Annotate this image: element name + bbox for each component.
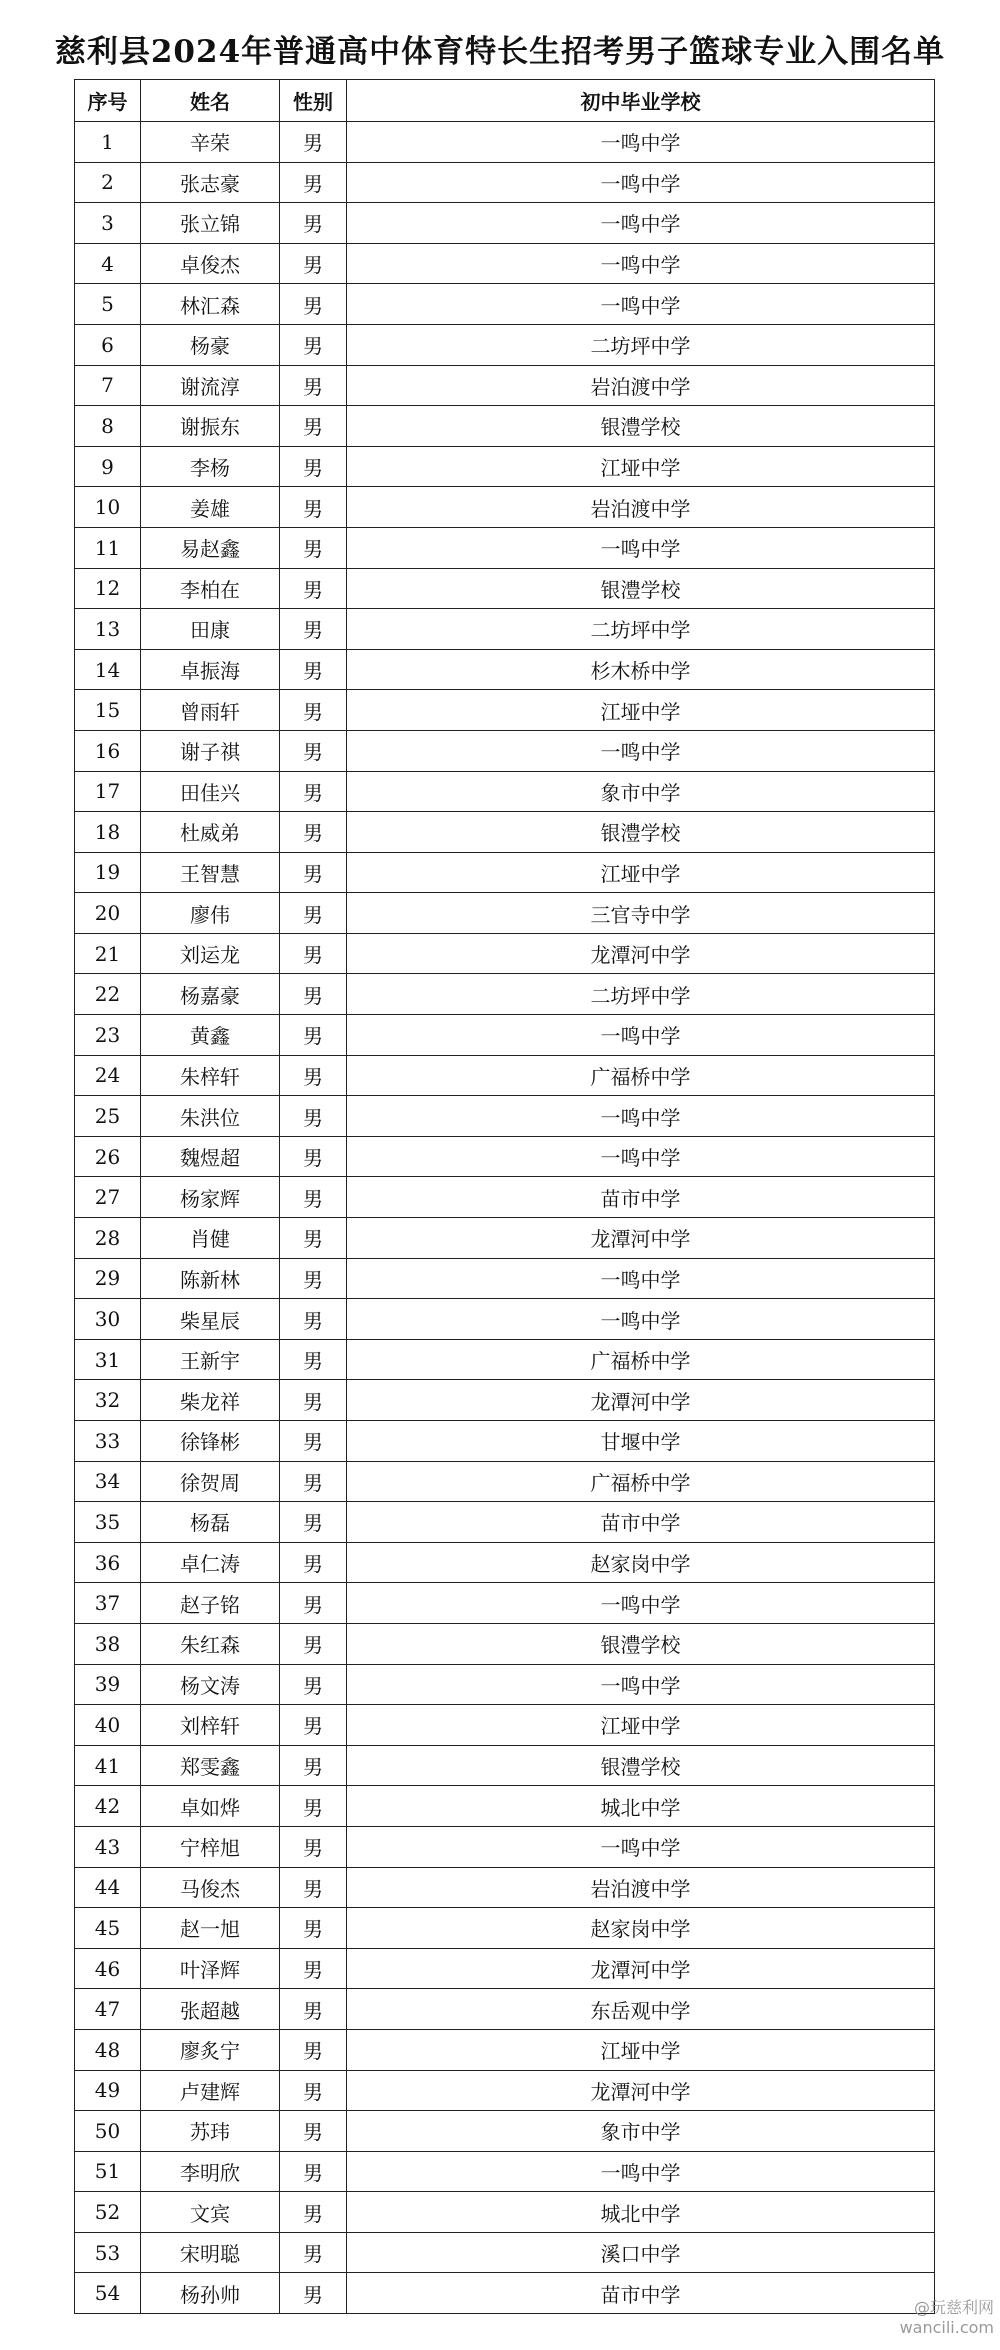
cell-school: 一鸣中学 <box>347 203 935 244</box>
cell-name: 张志豪 <box>141 162 280 203</box>
cell-index: 17 <box>75 771 141 812</box>
cell-name: 杨家辉 <box>141 1177 280 1218</box>
cell-gender: 男 <box>280 568 347 609</box>
cell-gender: 男 <box>280 690 347 731</box>
cell-name: 肖健 <box>141 1218 280 1259</box>
cell-name: 卢建辉 <box>141 2070 280 2111</box>
cell-name: 廖炙宁 <box>141 2029 280 2070</box>
cell-name: 宁梓旭 <box>141 1826 280 1867</box>
table-row <box>75 365 935 406</box>
table-row <box>75 649 935 690</box>
roster-table <box>74 79 935 2314</box>
table-row <box>75 122 935 163</box>
cell-gender: 男 <box>280 1664 347 1705</box>
cell-name: 苏玮 <box>141 2111 280 2152</box>
table-row <box>75 1583 935 1624</box>
cell-gender: 男 <box>280 446 347 487</box>
cell-school: 一鸣中学 <box>347 1015 935 1056</box>
table-row <box>75 609 935 650</box>
cell-name: 廖伟 <box>141 893 280 934</box>
cell-name: 郑雯鑫 <box>141 1745 280 1786</box>
cell-school: 甘堰中学 <box>347 1421 935 1462</box>
cell-gender: 男 <box>280 1380 347 1421</box>
cell-index: 2 <box>75 162 141 203</box>
cell-name: 魏煜超 <box>141 1136 280 1177</box>
cell-gender: 男 <box>280 203 347 244</box>
table-row <box>75 1136 935 1177</box>
cell-gender: 男 <box>280 1583 347 1624</box>
cell-index: 43 <box>75 1826 141 1867</box>
cell-gender: 男 <box>280 1177 347 1218</box>
cell-school: 银澧学校 <box>347 1623 935 1664</box>
table-row <box>75 1421 935 1462</box>
cell-name: 曾雨轩 <box>141 690 280 731</box>
table-row <box>75 852 935 893</box>
cell-name: 谢子祺 <box>141 730 280 771</box>
cell-school: 江垭中学 <box>347 852 935 893</box>
cell-school: 江垭中学 <box>347 2029 935 2070</box>
cell-name: 柴星辰 <box>141 1299 280 1340</box>
cell-gender: 男 <box>280 2070 347 2111</box>
cell-index: 20 <box>75 893 141 934</box>
table-header-row <box>75 80 935 122</box>
cell-school: 一鸣中学 <box>347 1299 935 1340</box>
cell-school: 江垭中学 <box>347 446 935 487</box>
cell-gender: 男 <box>280 1989 347 2030</box>
cell-index: 9 <box>75 446 141 487</box>
cell-school: 一鸣中学 <box>347 1096 935 1137</box>
cell-school: 龙潭河中学 <box>347 1380 935 1421</box>
watermark-site: wancili.com <box>899 2318 994 2337</box>
table-row <box>75 1055 935 1096</box>
cell-gender: 男 <box>280 1299 347 1340</box>
cell-index: 6 <box>75 324 141 365</box>
cell-name: 杨嘉豪 <box>141 974 280 1015</box>
table-row <box>75 812 935 853</box>
cell-index: 3 <box>75 203 141 244</box>
cell-index: 34 <box>75 1461 141 1502</box>
cell-name: 谢流淳 <box>141 365 280 406</box>
cell-school: 一鸣中学 <box>347 122 935 163</box>
cell-gender: 男 <box>280 122 347 163</box>
cell-index: 46 <box>75 1948 141 1989</box>
cell-school: 城北中学 <box>347 1786 935 1827</box>
cell-index: 15 <box>75 690 141 731</box>
table-row <box>75 243 935 284</box>
cell-school: 一鸣中学 <box>347 1258 935 1299</box>
cell-gender: 男 <box>280 812 347 853</box>
cell-name: 柴龙祥 <box>141 1380 280 1421</box>
cell-name: 杜威弟 <box>141 812 280 853</box>
table-row <box>75 1948 935 1989</box>
cell-index: 19 <box>75 852 141 893</box>
cell-school: 一鸣中学 <box>347 1664 935 1705</box>
cell-name: 卓仁涛 <box>141 1542 280 1583</box>
cell-school: 东岳观中学 <box>347 1989 935 2030</box>
cell-name: 赵子铭 <box>141 1583 280 1624</box>
cell-school: 一鸣中学 <box>347 527 935 568</box>
cell-school: 龙潭河中学 <box>347 933 935 974</box>
cell-school: 苗市中学 <box>347 1502 935 1543</box>
table-row <box>75 203 935 244</box>
cell-name: 朱洪位 <box>141 1096 280 1137</box>
cell-index: 30 <box>75 1299 141 1340</box>
cell-gender: 男 <box>280 487 347 528</box>
cell-gender: 男 <box>280 284 347 325</box>
cell-gender: 男 <box>280 852 347 893</box>
cell-index: 51 <box>75 2151 141 2192</box>
cell-index: 25 <box>75 1096 141 1137</box>
cell-index: 36 <box>75 1542 141 1583</box>
cell-school: 江垭中学 <box>347 1705 935 1746</box>
cell-index: 7 <box>75 365 141 406</box>
cell-school: 一鸣中学 <box>347 730 935 771</box>
cell-gender: 男 <box>280 1096 347 1137</box>
cell-school: 赵家岗中学 <box>347 1908 935 1949</box>
cell-school: 苗市中学 <box>347 2273 935 2314</box>
cell-school: 龙潭河中学 <box>347 1218 935 1259</box>
cell-gender: 男 <box>280 893 347 934</box>
cell-school: 银澧学校 <box>347 568 935 609</box>
table-body <box>75 122 935 2314</box>
cell-index: 14 <box>75 649 141 690</box>
cell-name: 宋明聪 <box>141 2232 280 2273</box>
table-row <box>75 1218 935 1259</box>
cell-gender: 男 <box>280 1339 347 1380</box>
table-row <box>75 2273 935 2314</box>
table-row <box>75 1623 935 1664</box>
cell-name: 黄鑫 <box>141 1015 280 1056</box>
table-row <box>75 690 935 731</box>
cell-gender: 男 <box>280 406 347 447</box>
watermark-name: @玩慈利网 <box>913 2298 994 2317</box>
cell-gender: 男 <box>280 2111 347 2152</box>
cell-index: 47 <box>75 1989 141 2030</box>
table-row <box>75 1015 935 1056</box>
table-row <box>75 1258 935 1299</box>
cell-gender: 男 <box>280 2273 347 2314</box>
table-row <box>75 2111 935 2152</box>
cell-index: 31 <box>75 1339 141 1380</box>
cell-school: 三官寺中学 <box>347 893 935 934</box>
cell-name: 叶泽辉 <box>141 1948 280 1989</box>
cell-name: 姜雄 <box>141 487 280 528</box>
table-row <box>75 1096 935 1137</box>
cell-index: 52 <box>75 2192 141 2233</box>
cell-school: 赵家岗中学 <box>347 1542 935 1583</box>
cell-school: 苗市中学 <box>347 1177 935 1218</box>
cell-gender: 男 <box>280 933 347 974</box>
table-row <box>75 1502 935 1543</box>
cell-name: 杨磊 <box>141 1502 280 1543</box>
cell-index: 1 <box>75 122 141 163</box>
cell-school: 广福桥中学 <box>347 1339 935 1380</box>
cell-name: 杨孙帅 <box>141 2273 280 2314</box>
cell-index: 44 <box>75 1867 141 1908</box>
cell-school: 一鸣中学 <box>347 1136 935 1177</box>
cell-name: 张超越 <box>141 1989 280 2030</box>
column-header-name: 姓名 <box>141 80 280 122</box>
cell-gender: 男 <box>280 1542 347 1583</box>
table-row <box>75 1989 935 2030</box>
cell-name: 朱红森 <box>141 1623 280 1664</box>
cell-index: 5 <box>75 284 141 325</box>
cell-index: 54 <box>75 2273 141 2314</box>
cell-index: 29 <box>75 1258 141 1299</box>
cell-gender: 男 <box>280 1948 347 1989</box>
cell-index: 4 <box>75 243 141 284</box>
cell-school: 二坊坪中学 <box>347 324 935 365</box>
cell-gender: 男 <box>280 365 347 406</box>
cell-name: 刘运龙 <box>141 933 280 974</box>
cell-name: 杨豪 <box>141 324 280 365</box>
table-row <box>75 446 935 487</box>
cell-name: 田佳兴 <box>141 771 280 812</box>
cell-name: 王新宇 <box>141 1339 280 1380</box>
cell-name: 刘梓轩 <box>141 1705 280 1746</box>
cell-index: 40 <box>75 1705 141 1746</box>
page-title: 慈利县2024年普通高中体育特长生招考男子篮球专业入围名单 <box>54 34 946 70</box>
table-row <box>75 162 935 203</box>
watermark <box>900 2298 994 2338</box>
cell-school: 岩泊渡中学 <box>347 365 935 406</box>
table-row <box>75 893 935 934</box>
cell-gender: 男 <box>280 1745 347 1786</box>
table-row <box>75 2029 935 2070</box>
cell-gender: 男 <box>280 324 347 365</box>
cell-school: 一鸣中学 <box>347 284 935 325</box>
cell-name: 陈新林 <box>141 1258 280 1299</box>
table-row <box>75 1339 935 1380</box>
table-row <box>75 2151 935 2192</box>
table-row <box>75 1908 935 1949</box>
cell-gender: 男 <box>280 162 347 203</box>
table-row <box>75 1177 935 1218</box>
cell-index: 22 <box>75 974 141 1015</box>
cell-school: 江垭中学 <box>347 690 935 731</box>
table-row <box>75 1705 935 1746</box>
cell-name: 卓振海 <box>141 649 280 690</box>
cell-gender: 男 <box>280 1421 347 1462</box>
cell-school: 溪口中学 <box>347 2232 935 2273</box>
cell-gender: 男 <box>280 1826 347 1867</box>
table-row <box>75 527 935 568</box>
table-row <box>75 1745 935 1786</box>
cell-gender: 男 <box>280 2232 347 2273</box>
table-row <box>75 1380 935 1421</box>
table-row <box>75 568 935 609</box>
cell-index: 24 <box>75 1055 141 1096</box>
cell-index: 18 <box>75 812 141 853</box>
cell-index: 53 <box>75 2232 141 2273</box>
cell-name: 文宾 <box>141 2192 280 2233</box>
cell-gender: 男 <box>280 1705 347 1746</box>
table-row <box>75 2192 935 2233</box>
cell-gender: 男 <box>280 771 347 812</box>
table-row <box>75 1786 935 1827</box>
cell-gender: 男 <box>280 1136 347 1177</box>
cell-name: 卓俊杰 <box>141 243 280 284</box>
table-row <box>75 324 935 365</box>
cell-school: 一鸣中学 <box>347 162 935 203</box>
cell-name: 李明欣 <box>141 2151 280 2192</box>
cell-gender: 男 <box>280 243 347 284</box>
cell-gender: 男 <box>280 649 347 690</box>
table-row <box>75 2070 935 2111</box>
cell-index: 26 <box>75 1136 141 1177</box>
cell-gender: 男 <box>280 527 347 568</box>
cell-index: 8 <box>75 406 141 447</box>
table-row <box>75 1867 935 1908</box>
cell-school: 象市中学 <box>347 2111 935 2152</box>
table-row <box>75 284 935 325</box>
cell-index: 23 <box>75 1015 141 1056</box>
cell-name: 林汇森 <box>141 284 280 325</box>
cell-gender: 男 <box>280 2029 347 2070</box>
cell-school: 二坊坪中学 <box>347 609 935 650</box>
cell-index: 12 <box>75 568 141 609</box>
cell-school: 龙潭河中学 <box>347 2070 935 2111</box>
table-row <box>75 771 935 812</box>
cell-name: 李柏在 <box>141 568 280 609</box>
cell-index: 13 <box>75 609 141 650</box>
cell-school: 银澧学校 <box>347 1745 935 1786</box>
cell-school: 一鸣中学 <box>347 1826 935 1867</box>
table-row <box>75 933 935 974</box>
cell-school: 广福桥中学 <box>347 1461 935 1502</box>
cell-gender: 男 <box>280 974 347 1015</box>
cell-school: 岩泊渡中学 <box>347 487 935 528</box>
cell-gender: 男 <box>280 1908 347 1949</box>
cell-school: 杉木桥中学 <box>347 649 935 690</box>
table-row <box>75 406 935 447</box>
cell-index: 48 <box>75 2029 141 2070</box>
column-header-gender: 性别 <box>280 80 347 122</box>
cell-index: 42 <box>75 1786 141 1827</box>
cell-index: 21 <box>75 933 141 974</box>
cell-name: 辛荣 <box>141 122 280 163</box>
cell-index: 35 <box>75 1502 141 1543</box>
cell-index: 50 <box>75 2111 141 2152</box>
cell-name: 赵一旭 <box>141 1908 280 1949</box>
table-row <box>75 487 935 528</box>
cell-gender: 男 <box>280 1623 347 1664</box>
table-row <box>75 1542 935 1583</box>
table-row <box>75 2232 935 2273</box>
cell-gender: 男 <box>280 609 347 650</box>
table-row <box>75 1664 935 1705</box>
cell-gender: 男 <box>280 730 347 771</box>
cell-school: 广福桥中学 <box>347 1055 935 1096</box>
cell-gender: 男 <box>280 1867 347 1908</box>
cell-name: 卓如烨 <box>141 1786 280 1827</box>
table-row <box>75 1299 935 1340</box>
cell-name: 谢振东 <box>141 406 280 447</box>
cell-index: 10 <box>75 487 141 528</box>
cell-index: 38 <box>75 1623 141 1664</box>
cell-school: 城北中学 <box>347 2192 935 2233</box>
cell-name: 马俊杰 <box>141 1867 280 1908</box>
cell-gender: 男 <box>280 1218 347 1259</box>
cell-gender: 男 <box>280 1258 347 1299</box>
cell-index: 27 <box>75 1177 141 1218</box>
cell-index: 45 <box>75 1908 141 1949</box>
cell-index: 28 <box>75 1218 141 1259</box>
column-header-index: 序号 <box>75 80 141 122</box>
cell-gender: 男 <box>280 1502 347 1543</box>
cell-name: 徐锋彬 <box>141 1421 280 1462</box>
cell-school: 一鸣中学 <box>347 2151 935 2192</box>
cell-index: 32 <box>75 1380 141 1421</box>
cell-index: 49 <box>75 2070 141 2111</box>
table-row <box>75 1826 935 1867</box>
table-row <box>75 730 935 771</box>
cell-gender: 男 <box>280 2151 347 2192</box>
cell-school: 一鸣中学 <box>347 243 935 284</box>
cell-gender: 男 <box>280 1055 347 1096</box>
cell-gender: 男 <box>280 1015 347 1056</box>
cell-school: 岩泊渡中学 <box>347 1867 935 1908</box>
cell-name: 徐贺周 <box>141 1461 280 1502</box>
cell-name: 王智慧 <box>141 852 280 893</box>
cell-gender: 男 <box>280 1786 347 1827</box>
cell-index: 11 <box>75 527 141 568</box>
cell-index: 16 <box>75 730 141 771</box>
column-header-school: 初中毕业学校 <box>347 80 935 122</box>
cell-name: 张立锦 <box>141 203 280 244</box>
cell-gender: 男 <box>280 1461 347 1502</box>
cell-school: 一鸣中学 <box>347 1583 935 1624</box>
cell-name: 李杨 <box>141 446 280 487</box>
cell-index: 41 <box>75 1745 141 1786</box>
cell-index: 37 <box>75 1583 141 1624</box>
cell-gender: 男 <box>280 2192 347 2233</box>
table-row <box>75 974 935 1015</box>
cell-school: 银澧学校 <box>347 812 935 853</box>
cell-name: 田康 <box>141 609 280 650</box>
cell-school: 龙潭河中学 <box>347 1948 935 1989</box>
cell-school: 银澧学校 <box>347 406 935 447</box>
cell-school: 二坊坪中学 <box>347 974 935 1015</box>
cell-name: 朱梓轩 <box>141 1055 280 1096</box>
cell-name: 易赵鑫 <box>141 527 280 568</box>
cell-school: 象市中学 <box>347 771 935 812</box>
cell-name: 杨文涛 <box>141 1664 280 1705</box>
cell-index: 39 <box>75 1664 141 1705</box>
cell-index: 33 <box>75 1421 141 1462</box>
table-row <box>75 1461 935 1502</box>
